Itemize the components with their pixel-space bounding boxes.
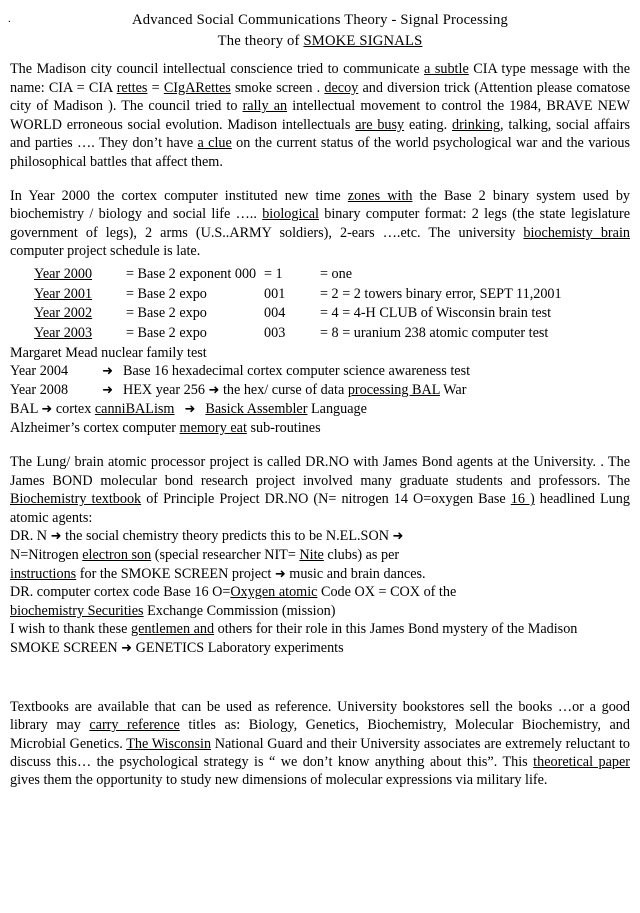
equation-cell: = Base 2 expo [126,285,207,302]
p3-u1: Biochemistry textbook [10,491,142,508]
year-2004-text: Base 16 hexadecimal cortex computer science awareness test [122,363,471,380]
result-cell: = 2 = 2 towers binary error, SEPT 11,2001 [320,285,562,302]
p2-seg4: computer project schedule is late. [10,243,201,260]
paragraph-4 [10,698,630,790]
spacer-3 [10,658,630,682]
document-page [0,10,640,913]
bal-seg3: Language [307,401,367,418]
table-row [10,324,562,344]
y2008-seg3: War [439,382,467,399]
instructions-line [10,565,630,584]
arrow-icon: ➜ [41,402,53,418]
year-cell [10,285,126,305]
arrow-icon: ➜ [121,640,133,656]
p4-seg2: titles as: Biology, Genetics, Biochemistry, Molecular Biochemistry, and Microbial Genetics. [10,717,630,752]
bal-u1: canniBALism [94,401,175,418]
p1-seg9: on the current status of the world psychological war and the various philosophical battles that affect them. [10,135,630,170]
paragraph-2 [10,187,630,261]
document-title [0,10,640,52]
p2-u2: biological [262,206,319,223]
nit-u1: electron son [82,547,152,564]
title-line-1-text-tail: sing [482,12,508,28]
p1-seg3: = [147,79,164,96]
p4-seg4: gives them the opportunity to study new dimensions of molecular expressions via military life. [10,772,548,789]
title-line-2-text: The theory of [217,33,304,50]
nit-seg2: (special researcher NIT= [151,547,300,564]
thanks-seg1: I wish to thank these [10,621,131,638]
bal-seg2: cortex [52,401,95,418]
dr-computer-line [10,583,630,601]
drc-seg2: Code OX = COX of the [317,584,457,601]
year-label: Year 2001 [34,285,93,302]
p2-seg3: binary computer format: 2 legs (the state legislature government of legs), 2 arms (U.S..ARMY soldiers), 2-ears ….etc. The university [10,206,630,241]
nit-u2: Nite [299,547,324,564]
p2-seg2: the Base 2 binary system used by biochemistry / biology and social life ….. [10,188,631,223]
alz-seg2: sub-routines [246,419,321,436]
p3-seg2: of Principle Project DR.NO (N= nitrogen 14 O=oxygen Base [141,491,511,508]
year-cell [10,304,126,324]
year-2008-line [10,381,630,400]
result-cell: = 8 = uranium 238 atomic computer test [320,325,549,342]
p1-seg7: eating. [404,116,452,133]
arrow-icon-2: ➜ [392,529,404,545]
year-label: Year 2000 [34,265,93,282]
top-dot-mark: . [8,13,11,25]
bsec-u1: biochemistry Securities [10,602,144,619]
result-cell: = 4 = 4-H CLUB of Wisconsin brain test [320,305,552,322]
table-row [10,265,562,285]
p1-seg1: The Madison city council intellectual conscience tried to communicate [10,61,425,78]
equation-cell: = Base 2 exponent 000 [126,265,257,282]
spacer-2 [10,437,630,453]
year-cell [10,265,126,285]
title-line-2 [0,31,640,52]
bal-u2: Basick Assembler [205,401,308,418]
p4-u2: The Wisconsin [126,735,212,752]
p1-seg5: and diversion trick (Attention please comatose city of Madison ). The council tried to [10,79,630,115]
p1-u4: decoy [324,79,359,96]
smoke-screen-line [10,639,630,658]
arrow-icon: ➜ [102,364,113,380]
instr-u1: instructions [10,565,77,582]
y2008-u1: processing BAL [347,382,440,399]
p4-u3: theoretical paper [533,754,631,771]
p1-u8: a clue [197,135,232,152]
thanks-line [10,620,630,638]
arrow-icon-2: ➜ [208,383,220,399]
paragraph-1 [10,60,630,171]
document-body [10,60,630,790]
year-cell [10,324,126,344]
table-row [10,304,562,324]
p1-u6: are busy [355,116,405,133]
arrow-icon: ➜ [274,566,286,582]
number-cell: 003 [264,325,286,342]
p3-u2: 16 ) [510,491,535,508]
drn-seg2: the social chemistry theory predicts this to be N.EL.SON [61,528,393,545]
title-subject-underlined: SMOKE SIGNALS [303,33,423,50]
number-cell: = 1 [264,265,283,282]
arrow-icon-2: ➜ [184,402,196,418]
p1-seg6: intellectual movement to control the 1984, BRAVE NEW WORLD erroneous social evolution. Madison intellectuals [10,98,630,133]
p3-seg3: headlined Lung atomic agents: [10,491,630,526]
p1-seg2: CIA type message with the name: CIA = CIA [10,61,630,96]
thanks-u1: gentlemen and [130,621,215,638]
drn-seg1: DR. N [10,528,51,545]
alz-u1: memory eat [179,419,247,436]
nit-seg3: clubs) as per [323,547,400,564]
alz-seg1: Alzheimer’s cortex computer [10,419,180,436]
dr-n-line [10,527,630,546]
margaret-mead-line: Margaret Mead nuclear family test [10,344,207,361]
p1-seg4: smoke screen . [230,79,325,96]
y2008-seg1: HEX year 256 [122,382,209,399]
instr-seg1: for the SMOKE SCREEN project [76,565,275,582]
bal-seg1: BAL [10,401,42,418]
p4-u1: carry reference [89,717,180,734]
paragraph-3 [10,453,630,527]
table-row [10,285,562,305]
p2-u3: biochemisty brain [523,224,630,241]
year-label: Year 2003 [34,325,93,342]
title-line-1-text: Advanced Social Communications Theory - Signal Proces [132,12,483,28]
p2-seg1: In Year 2000 the cortex computer instituted new time [10,188,348,205]
year-2008-label: Year 2008 [10,382,69,399]
arrow-icon: ➜ [102,383,113,399]
p1-u3: CIgARettes [163,79,231,96]
ss-seg2: GENETICS Laboratory experiments [132,639,344,656]
p1-u1: a subtle [424,61,469,78]
bsec-seg1: Exchange Commission (mission) [143,602,336,619]
p1-seg8: , talking, social affairs and parties …. They don’t have [10,116,631,152]
nitrogen-line [10,546,630,564]
instr-seg2: music and brain dances. [285,565,426,582]
title-line-1 [0,10,640,31]
p1-u2: rettes [116,79,148,96]
equation-cell: = Base 2 expo [126,305,207,322]
year-table [10,265,562,344]
result-cell: = one [320,265,353,282]
spacer-4 [10,682,630,698]
p4-seg3: National Guard and their University associates are extremely reluctant to discuss this… the psychological strategy is “ we don’t know anything about this”. This [10,735,630,771]
year-label: Year 2002 [34,305,93,322]
number-cell: 004 [264,305,286,322]
p4-seg1: Textbooks are available that can be used as reference. University bookstores sell the books …or a good library may [10,698,630,734]
year-2004-line [10,362,630,381]
year-2004-label: Year 2004 [10,363,69,380]
bal-line [10,400,630,419]
spacer-1 [10,171,630,187]
p3-seg1: The Lung/ brain atomic processor project is called DR.NO with James Bond agents at the University. . The James BOND molecular bond research project involved many graduate students and professors. The [10,454,630,489]
drc-seg1: DR. computer cortex code Base 16 O= [10,584,231,601]
arrow-icon: ➜ [50,529,62,545]
ss-seg1: SMOKE SCREEN [10,639,122,656]
thanks-seg2: others for their role in this James Bond mystery of the Madison [214,621,578,638]
p1-u7: drinking [451,116,501,133]
number-cell: 001 [264,285,286,302]
biochem-securities-line [10,602,630,620]
drc-u1: Oxygen atomic [230,584,318,601]
p1-u5: rally an [242,98,288,115]
y2008-seg2: the hex/ curse of data [219,382,348,399]
equation-cell: = Base 2 expo [126,325,207,342]
alzheimer-line [10,419,630,437]
p2-u1: zones with [347,188,413,205]
nit-seg1: N=Nitrogen [10,547,83,564]
